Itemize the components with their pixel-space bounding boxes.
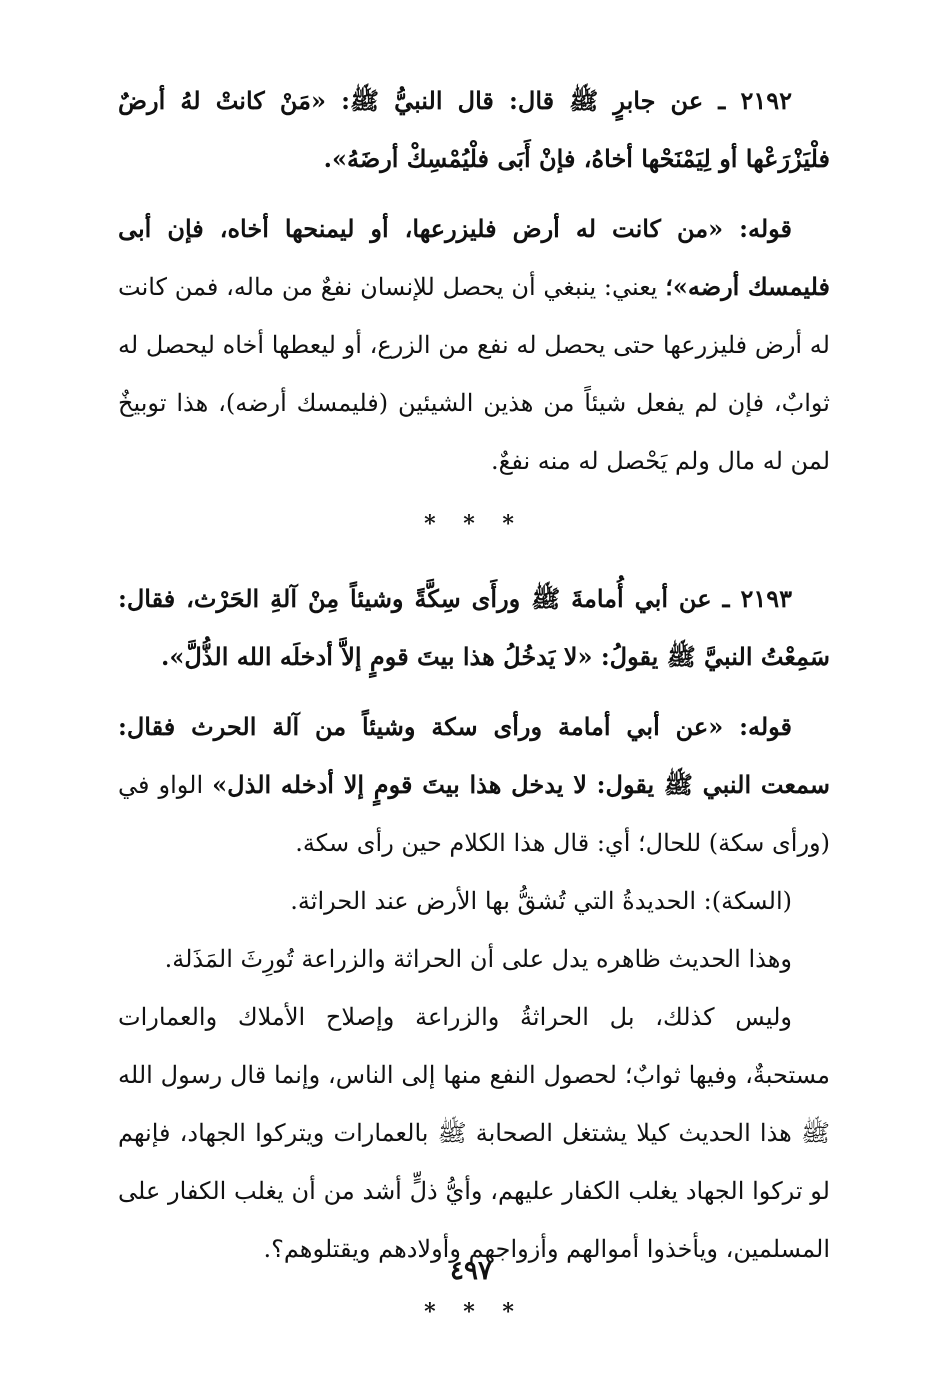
section-separator-2: * * * bbox=[424, 1299, 524, 1325]
section-separator-1: * * * bbox=[424, 511, 524, 537]
commentary-2192-body: يعني: ينبغي أن يحصل للإنسان نفعٌ من ماله، فمن كانت له أرض فليزرعها حتى يحصل له نفع من الزرع، أو ليعطها أخاه ليحصل له ثوابٌ، فإن لم يفعل شيئاً من هذين الشيئين (فليمسك أرضه)، هذا توبيخٌ لمن له مال ولم يَحْصل له منه نفعٌ. bbox=[118, 273, 830, 475]
commentary-2193-body: الواو في (ورأى سكة) للحال؛ أي: قال هذا الكلام حين رأى سكة. bbox=[118, 771, 830, 857]
commentary-2192-lead: قوله: «من كانت له أرض فليزرعها، أو ليمنحها أخاه، فإن أبى فليمسك أرضه»؛ bbox=[118, 214, 830, 301]
commentary-2193-explanation: وليس كذلك، بل الحراثةُ والزراعة وإصلاح الأملاك والعمارات مستحبةٌ، وفيها ثوابٌ؛ لحصول النفع منها إلى الناس، وإنما قال رسول الله ﷺ هذا الحديث كيلا يشتغل الصحابة ﷺ بالعمارات ويتركوا الجهاد، فإنهم لو تركوا الجهاد يغلب الكفار عليهم، وأيُّ ذلٍّ أشد من أن يغلب الكفار على المسلمين، ويأخذوا أموالهم وأزواجهم وأولادهم ويقتلوهم؟. bbox=[118, 1003, 830, 1263]
hadith-2193: ٢١٩٣ ـ عن أبي أُمامةَ ﷺ ورأَى سِكَّةً وشيئاً مِنْ آلةِ الحَرْث، فقال: سَمِعْتُ النبيَّ ﷺ يقولُ: «لا يَدخُلُ هذا بيتَ قومٍ إلاَّ أدخلَه الله الذُّلَّ». bbox=[118, 584, 830, 671]
commentary-2192 bbox=[118, 200, 830, 490]
commentary-2193-definition: (السكة): الحديدةُ التي تُشقُّ بها الأرض عند الحراثة. bbox=[290, 887, 792, 915]
commentary-2193-apparent-meaning: وهذا الحديث ظاهره يدل على أن الحراثة والزراعة تُورِثَ المَذَلة. bbox=[164, 945, 792, 973]
page-number: ٤٩٧ bbox=[450, 1256, 492, 1286]
page-body bbox=[118, 72, 830, 1358]
commentary-2193-lead: قوله: «عن أبي أمامة ورأى سكة وشيئاً من آلة الحرث فقال: سمعت النبي ﷺ يقول: لا يدخل هذا بيتَ قومٍ إلا أدخله الذل» bbox=[118, 712, 831, 799]
commentary-2193 bbox=[118, 698, 830, 872]
hadith-2192: ٢١٩٢ ـ عن جابرٍ ﷺ قال: قال النبيُّ ﷺ: «مَنْ كانتْ لهُ أرضٌ فلْيَزْرَعْها أو لِيَمْنَحْها أخاهُ، فإنْ أَبَى فلْيُمْسِكْ أرضَهُ». bbox=[118, 86, 830, 173]
